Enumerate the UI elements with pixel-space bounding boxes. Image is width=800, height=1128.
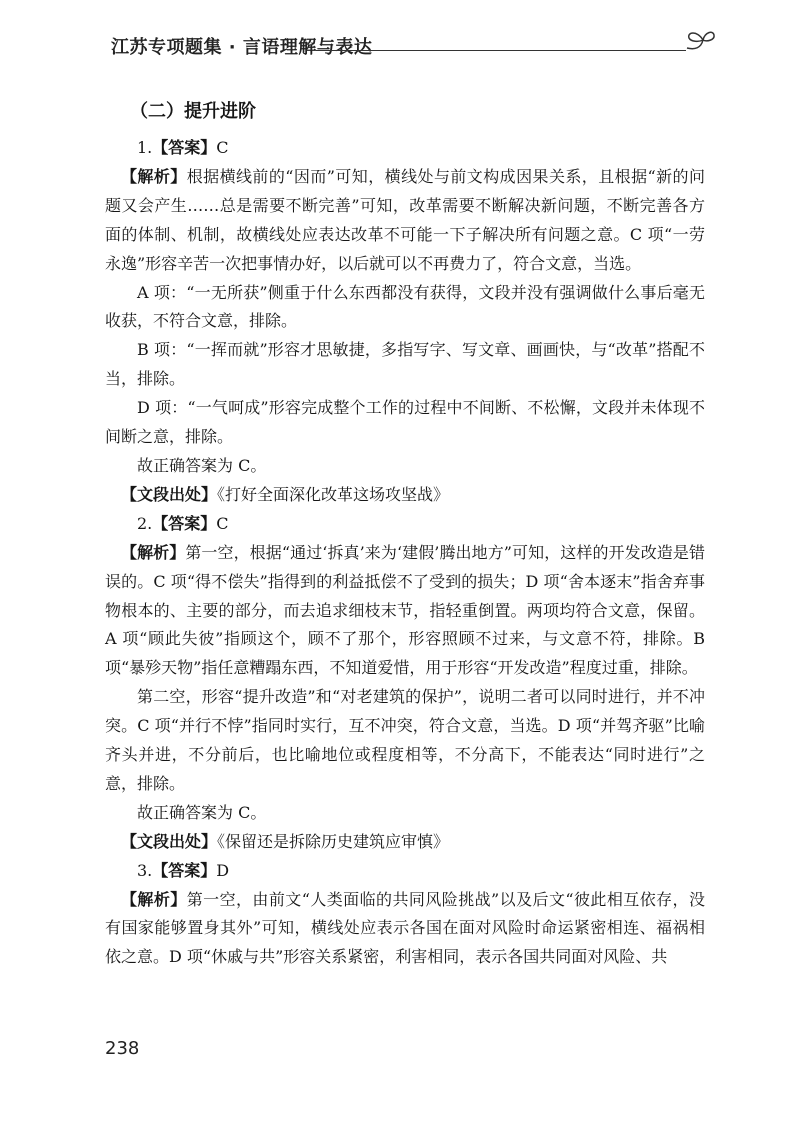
paragraph-text: 故正确答案为 C。	[137, 455, 267, 475]
section-title: （二）提升进阶	[130, 101, 256, 122]
question-number: 3.	[137, 860, 153, 880]
answer-line	[105, 134, 705, 163]
answer-value: C	[216, 138, 229, 157]
answer-blocks	[105, 134, 705, 972]
page-number: 238	[105, 1038, 140, 1059]
explanation-paragraph	[105, 828, 705, 857]
paragraph-label: 【解析】	[121, 542, 186, 562]
answer-value: C	[216, 513, 229, 533]
answer-value: D	[216, 860, 230, 880]
paragraph-text: A 项：“一无所获”侧重于什么东西都没有获得，文段并没有强调做什么事后毫无收获，不符合文意，排除。	[105, 282, 705, 331]
paragraph-text: 根据横线前的“因而”可知，横线处与前文构成因果关系，且根据“新的问题又会产生……总是需要不断完善”可知，改革需要不断解决新问题，不断完善各方面的体制、机制，故横线处应表达改革不可能一下子解决所有问题之意。C 项“一劳永逸”形容辛苦一次把事情办好，以后就可以不再费力了，符合文意，当选。	[105, 166, 705, 273]
explanation-paragraph	[105, 539, 705, 684]
paragraph-label: 【解析】	[121, 889, 187, 909]
paragraph-label: 【解析】	[121, 166, 187, 186]
paragraph-text: 《保留还是拆除历史建筑应审慎》	[217, 831, 450, 851]
explanation-paragraph	[105, 481, 705, 510]
answer-line	[105, 857, 705, 886]
running-head-title: 江苏专项题集 · 言语理解与表达	[111, 37, 373, 58]
paragraph-text: 第二空，形容“提升改造”和“对老建筑的保护”，说明二者可以同时进行，并不冲突。C 项“并行不悖”指同时实行，互不冲突，符合文意，当选。D 项“并驾齐驱”比喻齐头并进，不分前后，也比喻地位或程度相等，不分高下，不能表达“同时进行”之意，排除。	[105, 687, 705, 793]
paragraph-text: 《打好全面深化改革这场攻坚战》	[217, 484, 450, 504]
question-number: 1.	[137, 138, 153, 157]
sprout-icon	[683, 26, 717, 56]
document-body	[105, 98, 705, 972]
answer-label: 【答案】	[152, 860, 217, 880]
question-number: 2.	[137, 513, 153, 533]
header-rule	[316, 50, 686, 51]
paragraph-text: 第一空，由前文“人类面临的共同风险挑战”以及后文“彼此相互依存，没有国家能够置身其外”可知，横线处应表示各国在面对风险时命运紧密相连、福祸相依之意。D 项“休戚与共”形容关系紧密，利害相同，表示各国共同面对风险、共	[105, 889, 705, 967]
paragraph-text: 第一空，根据“通过‘拆真’来为‘建假’腾出地方”可知，这样的开发改造是错误的。C 项“得不偿失”指得到的利益抵偿不了受到的损失；D 项“舍本逐末”指舍弃事物根本的、主要的部分，而去追求细枝末节，指轻重倒置。两项均符合文意，保留。A 项“顾此失彼”指顾这个，顾不了那个，形容照顾不过来，与文意不符，排除。B 项“暴殄天物”指任意糟蹋东西，不知道爱惜，用于形容“开发改造”程度过重，排除。	[105, 542, 705, 678]
explanation-paragraph	[105, 279, 705, 337]
paragraph-text: D 项：“一气呵成”形容完成整个工作的过程中不间断、不松懈，文段并未体现不间断之意，排除。	[105, 398, 705, 447]
explanation-paragraph	[105, 163, 705, 279]
explanation-paragraph	[105, 394, 705, 452]
explanation-paragraph	[105, 683, 705, 799]
explanation-paragraph	[105, 886, 705, 973]
paragraph-text: B 项：“一挥而就”形容才思敏捷，多指写字、写文章、画画快，与“改革”搭配不当，排除。	[105, 340, 705, 389]
answer-label: 【答案】	[152, 513, 217, 533]
answer-label: 【答案】	[152, 138, 217, 157]
paragraph-label: 【文段出处】	[121, 831, 218, 851]
paragraph-text: 故正确答案为 C。	[137, 802, 267, 822]
explanation-paragraph	[105, 799, 705, 828]
explanation-paragraph	[105, 336, 705, 394]
answer-line	[105, 510, 705, 539]
paragraph-label: 【文段出处】	[121, 484, 218, 504]
explanation-paragraph	[105, 452, 705, 481]
